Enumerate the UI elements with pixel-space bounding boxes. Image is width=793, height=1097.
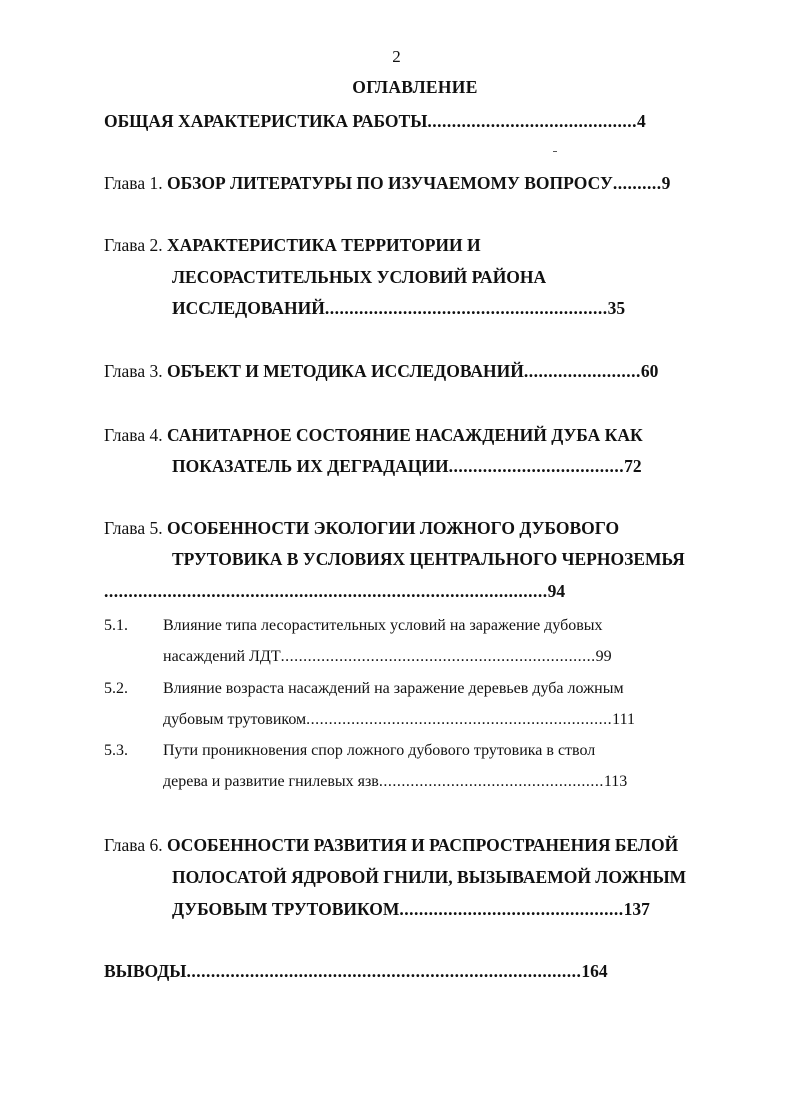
- chapter-title-line-1: САНИТАРНОЕ СОСТОЯНИЕ НАСАЖДЕНИЙ ДУБА КАК: [166, 425, 643, 445]
- chapter-title-line-2: ПОКАЗАТЕЛЬ ИХ ДЕГРАДАЦИИ: [172, 456, 449, 476]
- chapter-title-line-2: ПОЛОСАТОЙ ЯДРОВОЙ ГНИЛИ, ВЫЗЫВАЕМОЙ ЛОЖНЫМ: [172, 867, 687, 887]
- chapter-title: ОБЪЕКТ И МЕТОДИКА ИССЛЕДОВАНИЙ: [166, 361, 524, 381]
- chapter-prefix: Глава 2.: [104, 235, 167, 255]
- toc-entry-chapter-6-last: [172, 899, 736, 920]
- page-ref: 35: [607, 298, 626, 318]
- chapter-title-line-1: ОСОБЕННОСТИ ЭКОЛОГИИ ЛОЖНОГО ДУБОВОГО: [166, 518, 620, 538]
- leader-dots: ..............................................: [399, 899, 624, 919]
- subsection-title-line-2: насаждений ЛДТ: [163, 648, 281, 665]
- toc-entry-chapter-5: [104, 518, 619, 539]
- toc-entry-conclusions: [104, 961, 736, 982]
- leader-dots: ...........................................................................................: [104, 581, 548, 601]
- toc-entry-chapter-2: [104, 235, 481, 256]
- page-ref: 72: [624, 456, 642, 476]
- leader-dots: ....................................: [448, 456, 625, 476]
- chapter-prefix: Глава 6.: [104, 835, 167, 855]
- leader-dots: ..........................................................: [324, 298, 608, 318]
- subsection-entry-5-1: [163, 648, 736, 666]
- toc-entry-chapter-5-last: [104, 581, 736, 602]
- leader-dots: ...........................................: [427, 111, 638, 131]
- chapter-title-line-2: ТРУТОВИКА В УСЛОВИЯХ ЦЕНТРАЛЬНОГО ЧЕРНОЗЕМЬЯ: [172, 549, 685, 569]
- leader-dots: ..................................................: [378, 773, 604, 790]
- chapter-prefix: Глава 3.: [104, 361, 167, 381]
- page-ref: 113: [603, 773, 628, 790]
- page-ref: 9: [661, 173, 671, 193]
- page-ref: 164: [581, 961, 608, 981]
- toc-entry-chapter-1: [104, 173, 736, 194]
- subsection-title-line-2: дерева и развитие гнилевых язв: [163, 773, 379, 790]
- subsection-title-line-1: Влияние возраста насаждений на заражение деревьев дуба ложным: [163, 680, 624, 697]
- subsection-title-line-1: Влияние типа лесорастительных условий на заражение дубовых: [163, 617, 603, 634]
- chapter-title-line-2: ЛЕСОРАСТИТЕЛЬНЫХ УСЛОВИЙ РАЙОНА: [172, 267, 547, 287]
- toc-entry-chapter-6: [104, 835, 678, 856]
- page-ref: 60: [640, 361, 659, 381]
- chapter-title-line-3: ДУБОВЫМ ТРУТОВИКОМ: [172, 899, 400, 919]
- leader-dots: .................................................................................: [186, 961, 582, 981]
- subsection-number: 5.2.: [104, 680, 128, 697]
- chapter-prefix: Глава 4.: [104, 425, 167, 445]
- chapter-title-line-1: ОСОБЕННОСТИ РАЗВИТИЯ И РАСПРОСТРАНЕНИЯ БЕЛОЙ: [166, 835, 679, 855]
- page-ref: 137: [623, 899, 650, 919]
- page-ref: 111: [612, 711, 635, 728]
- scan-speck: [553, 151, 557, 152]
- toc-entry-chapter-4: [104, 425, 643, 446]
- chapter-title-line-3: ИССЛЕДОВАНИЙ: [172, 298, 325, 318]
- page-ref: 4: [637, 111, 646, 131]
- subsection-number: 5.1.: [104, 617, 128, 634]
- entry-title: ОБЩАЯ ХАРАКТЕРИСТИКА РАБОТЫ: [104, 111, 428, 131]
- page-ref: 94: [547, 581, 566, 601]
- chapter-prefix: Глава 1.: [104, 173, 167, 193]
- page-number: 2: [392, 47, 401, 66]
- leader-dots: ........................: [523, 361, 641, 381]
- page-ref: 99: [595, 648, 612, 665]
- toc-title: ОГЛАВЛЕНИЕ: [352, 77, 478, 97]
- subsection-title-line-1: Пути проникновения спор ложного дубового трутовика в ствол: [163, 742, 596, 759]
- chapter-prefix: Глава 5.: [104, 518, 167, 538]
- chapter-title: ОБЗОР ЛИТЕРАТУРЫ ПО ИЗУЧАЕМОМУ ВОПРОСУ: [166, 173, 613, 193]
- entry-title: ВЫВОДЫ: [104, 961, 187, 981]
- chapter-title-line-1: ХАРАКТЕРИСТИКА ТЕРРИТОРИИ И: [166, 235, 481, 255]
- toc-entry-chapter-3: [104, 361, 736, 382]
- leader-dots: ......................................................................: [280, 648, 596, 665]
- subsection-number: 5.3.: [104, 742, 128, 759]
- leader-dots: ..........: [612, 173, 662, 193]
- toc-entry-chapter-2-last: [172, 298, 736, 319]
- subsection-title-line-2: дубовым трутовиком: [163, 711, 307, 728]
- toc-entry-chapter-4-last: [172, 456, 736, 477]
- subsection-entry-5-3: [163, 773, 736, 791]
- subsection-entry-5-2: [163, 711, 736, 729]
- leader-dots: ....................................................................: [306, 711, 613, 728]
- toc-entry-general: [104, 111, 734, 132]
